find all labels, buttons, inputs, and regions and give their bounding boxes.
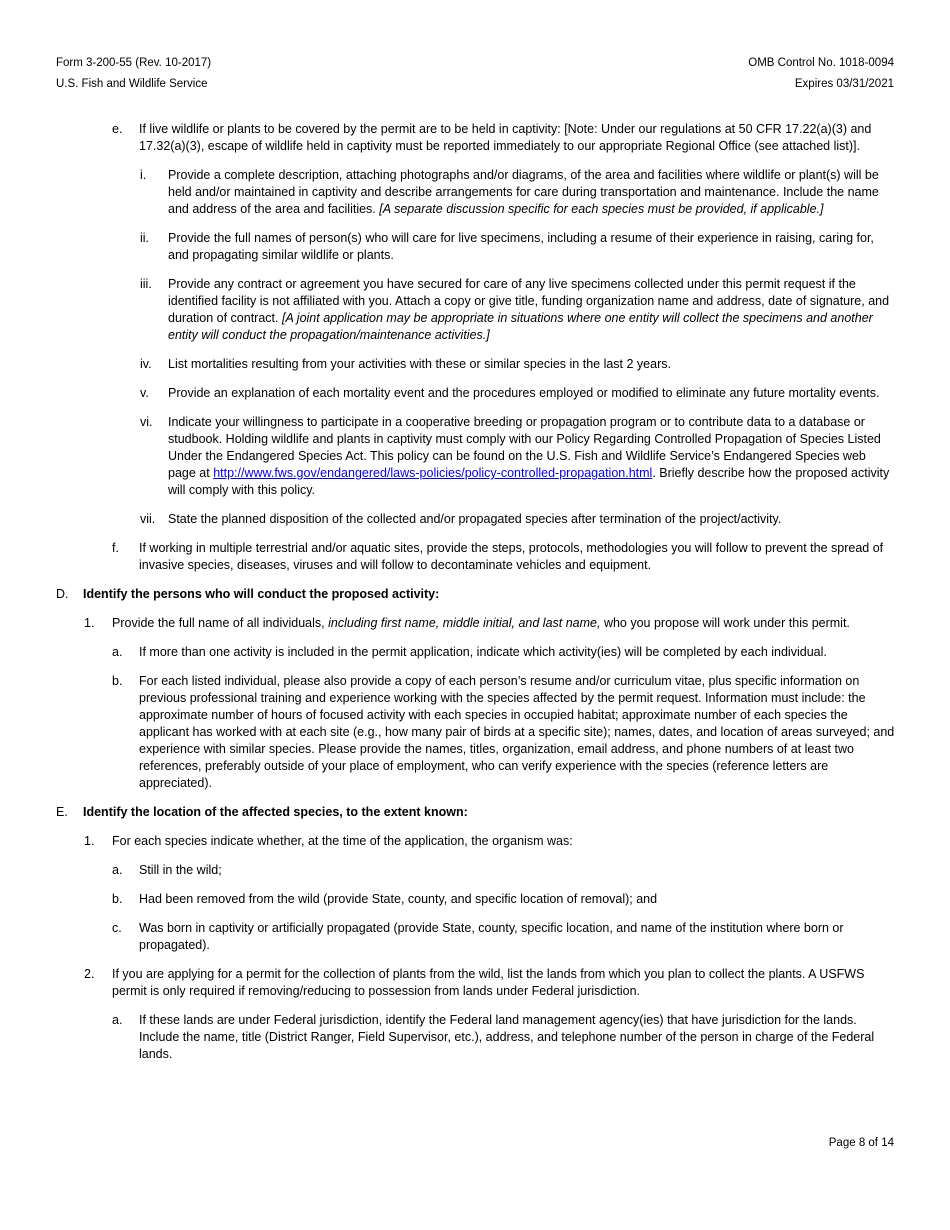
item-e-1-c [56, 920, 896, 954]
item-text: Had been removed from the wild (provide State, county, and specific location of removal); and [139, 892, 658, 906]
item-e-ii [56, 230, 896, 264]
item-d-1 [56, 615, 896, 632]
item-text: Provide an explanation of each mortality event and the procedures employed or modified to eliminate any future mortality events. [168, 386, 880, 400]
item-marker: iv. [140, 357, 152, 371]
item-marker: 1. [84, 834, 95, 848]
item-marker: i. [140, 168, 147, 182]
section-marker: D. [56, 587, 69, 601]
item-e-iv [56, 356, 896, 373]
item-text: If working in multiple terrestrial and/or aquatic sites, provide the steps, protocols, methodologies you will follow to prevent the spread of invasive species, diseases, viruses and will follow to decontaminate vehicles and equipment. [139, 541, 884, 572]
item-text: Indicate your willingness to participate in a cooperative breeding or propagation program or to contribute data to a database or studbook. Holding wildlife and plants in captivity must comply with our Policy Regarding Controlled Propagation of Species Listed Under the Endangered Species Act. This policy can be found on the U.S. Fish and Wildlife Service’s Endangered Species web page at http://www.fws.gov/endangered/laws-policies/policy-controlled-propagation.html. Briefly describe how the proposed activity will comply with this policy. [168, 415, 890, 497]
item-e-2-a [56, 1012, 896, 1063]
item-e-2 [56, 966, 896, 1000]
item-marker: iii. [140, 277, 152, 291]
item-marker: 2. [84, 967, 95, 981]
item-text: For each listed individual, please also provide a copy of each person’s resume and/or curriculum vitae, plus specific information on previous professional training and experience working with the species affected by the permit request. Information must include: the approximate number of hours of focused activity with each species in occupied habitat; approximate number of each species the applicant has worked with at each site (e.g., how many pair of birds at a specific site); names, dates, and location of areas surveyed; and experience with similar species. Please provide the names, titles, organization, email address, and phone numbers of at least two references, preferably outside of your place of employment, who can verify experience with the species (reference letters are appreciated). [139, 674, 895, 790]
item-marker: a. [112, 645, 123, 659]
item-text: Provide the full name of all individuals, including first name, middle initial, and last name, who you propose will work under this permit. [112, 616, 850, 630]
form-number: Form 3-200-55 (Rev. 10-2017) [56, 57, 212, 69]
item-marker: a. [112, 863, 123, 877]
item-marker: b. [112, 674, 123, 688]
item-marker: vi. [140, 415, 153, 429]
item-marker: 1. [84, 616, 95, 630]
item-text: Provide any contract or agreement you have secured for care of any live specimens collected under this permit request if the identified facility is not affiliated with you. Attach a copy or give title, funding organization name and address, date of signature, and duration of contract. [A joint application may be appropriate in situations where one entity will collect the specimens and another entity will conduct the propagation/maintenance activities.] [168, 277, 890, 342]
item-text: Was born in captivity or artificially propagated (provide State, county, specific location, and name of the institution where born or propagated). [139, 921, 844, 952]
omb-control-number: OMB Control No. 1018-0094 [748, 57, 894, 69]
item-text: For each species indicate whether, at the time of the application, the organism was: [112, 834, 573, 848]
item-marker: ii. [140, 231, 150, 245]
item-e-1-a [56, 862, 896, 879]
section-d-heading [56, 586, 896, 603]
item-text: If you are applying for a permit for the collection of plants from the wild, list the lands from which you plan to collect the plants. A USFWS permit is only required if removing/reducing to possession from lands under Federal jurisdiction. [112, 967, 865, 998]
item-marker: f. [112, 541, 119, 555]
item-text: State the planned disposition of the collected and/or propagated species after termination of the project/activity. [168, 512, 782, 526]
item-e-1 [56, 833, 896, 850]
item-f [56, 540, 896, 574]
item-marker: c. [112, 921, 122, 935]
expiration-date: Expires 03/31/2021 [794, 78, 894, 90]
agency-name: U.S. Fish and Wildlife Service [56, 78, 208, 90]
policy-link[interactable]: http://www.fws.gov/endangered/laws-policies/policy-controlled-propagation.html [213, 466, 653, 480]
item-e-v [56, 385, 896, 402]
item-e-iii [56, 276, 896, 344]
item-e-vii [56, 511, 896, 528]
item-e-i [56, 167, 896, 218]
document-body [56, 121, 896, 1063]
item-text: If more than one activity is included in the permit application, indicate which activity(ies) will be completed by each individual. [139, 645, 827, 659]
item-text: If these lands are under Federal jurisdiction, identify the Federal land management agency(ies) that have jurisdiction for the lands. Include the name, title (District Ranger, Field Supervisor, etc.), address, and telephone number of the person in charge of the Federal lands. [139, 1013, 875, 1061]
item-text: List mortalities resulting from your activities with these or similar species in the last 2 years. [168, 357, 671, 371]
item-marker: a. [112, 1013, 123, 1027]
page-number: Page 8 of 14 [828, 1137, 894, 1149]
section-e-heading [56, 804, 896, 821]
item-marker: v. [140, 386, 149, 400]
section-marker: E. [56, 805, 68, 819]
item-text: Provide a complete description, attaching photographs and/or diagrams, of the area and facilities where wildlife or plant(s) will be held and/or maintained in captivity and describe arrangements for care during transportation and maintenance. Include the name and address of the area and facilities. [A separate discussion specific for each species must be provided, if applicable.] [168, 168, 879, 216]
item-d-1-a [56, 644, 896, 661]
item-e-vi [56, 414, 896, 499]
item-marker: vii. [140, 512, 156, 526]
item-d-1-b [56, 673, 896, 792]
item-text: Still in the wild; [139, 863, 222, 877]
item-text: Provide the full names of person(s) who will care for live specimens, including a resume of their experience in raising, caring for, and propagating similar wildlife or plants. [168, 231, 874, 262]
item-marker: b. [112, 892, 123, 906]
item-e [56, 121, 896, 155]
item-marker: e. [112, 122, 123, 136]
section-heading: Identify the persons who will conduct the proposed activity: [83, 587, 440, 601]
item-e-1-b [56, 891, 896, 908]
item-text: If live wildlife or plants to be covered by the permit are to be held in captivity: [Note: Under our regulations at 50 CFR 17.22(a)(3) and 17.32(a)(3), escape of wildlife held in captivity must be reported immediately to our appropriate Regional Office (see attached list)]. [139, 122, 872, 153]
section-heading: Identify the location of the affected species, to the extent known: [83, 805, 468, 819]
